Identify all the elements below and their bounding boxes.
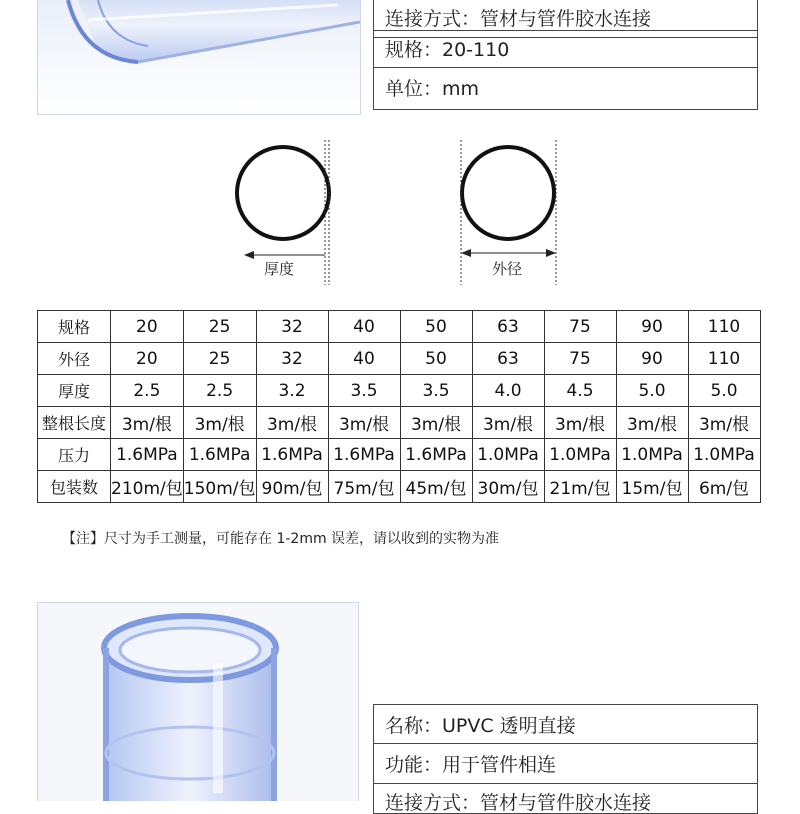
row-label: 厚度 <box>38 375 111 407</box>
row-label: 压力 <box>38 439 111 471</box>
row-label: 包装数 <box>38 471 111 503</box>
spec-function: 功能：用于管件相连 <box>373 744 758 784</box>
table-cell: 210m/包 <box>111 471 184 503</box>
table-cell: 21m/包 <box>544 471 616 503</box>
table-cell: 50 <box>400 343 472 375</box>
row-label: 外径 <box>38 343 111 375</box>
table-cell: 4.0 <box>472 375 544 407</box>
table-cell: 75m/包 <box>328 471 400 503</box>
spec-table <box>37 310 761 503</box>
table-cell: 20 <box>111 343 184 375</box>
table-cell: 63 <box>472 311 544 343</box>
table-cell: 3.5 <box>400 375 472 407</box>
table-cell: 3m/根 <box>111 407 184 439</box>
table-cell: 5.0 <box>688 375 760 407</box>
table-cell: 20 <box>111 311 184 343</box>
table-cell: 90 <box>616 311 688 343</box>
table-cell: 2.5 <box>111 375 184 407</box>
table-cell: 110 <box>688 311 760 343</box>
table-cell: 75 <box>544 343 616 375</box>
table-cell: 4.5 <box>544 375 616 407</box>
table-cell: 30m/包 <box>472 471 544 503</box>
table-cell: 15m/包 <box>616 471 688 503</box>
table-cell: 3m/根 <box>400 407 472 439</box>
table-cell: 90 <box>616 343 688 375</box>
table-cell: 3m/根 <box>328 407 400 439</box>
spec-size: 规格：20-110 <box>373 30 758 68</box>
table-cell: 5.0 <box>616 375 688 407</box>
table-cell: 2.5 <box>183 375 256 407</box>
measurement-note: 【注】尺寸为手工测量，可能存在 1-2mm 误差，请以收到的实物为准 <box>62 531 500 547</box>
table-cell: 1.6MPa <box>400 439 472 471</box>
table-cell: 1.6MPa <box>328 439 400 471</box>
table-cell: 3m/根 <box>688 407 760 439</box>
table-row <box>38 343 761 375</box>
table-cell: 1.0MPa <box>544 439 616 471</box>
table-cell: 3m/根 <box>472 407 544 439</box>
table-cell: 25 <box>183 311 256 343</box>
table-cell: 50 <box>400 311 472 343</box>
row-label: 规格 <box>38 311 111 343</box>
thickness-label: 厚度 <box>264 260 295 278</box>
table-cell: 40 <box>328 311 400 343</box>
spec-connection-method: 连接方式：管材与管件胶水连接 <box>373 0 758 38</box>
table-cell: 6m/包 <box>688 471 760 503</box>
table-row <box>38 407 761 439</box>
table-cell: 40 <box>328 343 400 375</box>
table-cell: 3m/根 <box>616 407 688 439</box>
table-cell: 3m/根 <box>183 407 256 439</box>
table-cell: 1.0MPa <box>616 439 688 471</box>
table-cell: 3.5 <box>328 375 400 407</box>
table-cell: 110 <box>688 343 760 375</box>
table-cell: 63 <box>472 343 544 375</box>
spec-name: 名称：UPVC 透明直接 <box>373 704 758 744</box>
table-cell: 1.6MPa <box>183 439 256 471</box>
table-cell: 150m/包 <box>183 471 256 503</box>
spec-unit: 单位：mm <box>373 68 758 110</box>
pipe-product-image <box>37 0 361 115</box>
spec-connection-method-partial: 连接方式：管材与管件胶水连接 <box>373 784 758 814</box>
table-cell: 90m/包 <box>256 471 328 503</box>
table-cell: 45m/包 <box>400 471 472 503</box>
table-row <box>38 311 761 343</box>
table-cell: 3.2 <box>256 375 328 407</box>
table-row <box>38 471 761 503</box>
table-cell: 3m/根 <box>544 407 616 439</box>
table-cell: 1.6MPa <box>256 439 328 471</box>
table-cell: 32 <box>256 343 328 375</box>
table-row <box>38 375 761 407</box>
table-row <box>38 439 761 471</box>
outer-diameter-label: 外径 <box>492 260 523 278</box>
table-cell: 1.0MPa <box>688 439 760 471</box>
table-cell: 1.0MPa <box>472 439 544 471</box>
table-cell: 75 <box>544 311 616 343</box>
table-cell: 3m/根 <box>256 407 328 439</box>
coupling-product-image <box>37 602 359 801</box>
table-cell: 25 <box>183 343 256 375</box>
table-cell: 32 <box>256 311 328 343</box>
table-cell: 1.6MPa <box>111 439 184 471</box>
row-label: 整根长度 <box>38 407 111 439</box>
